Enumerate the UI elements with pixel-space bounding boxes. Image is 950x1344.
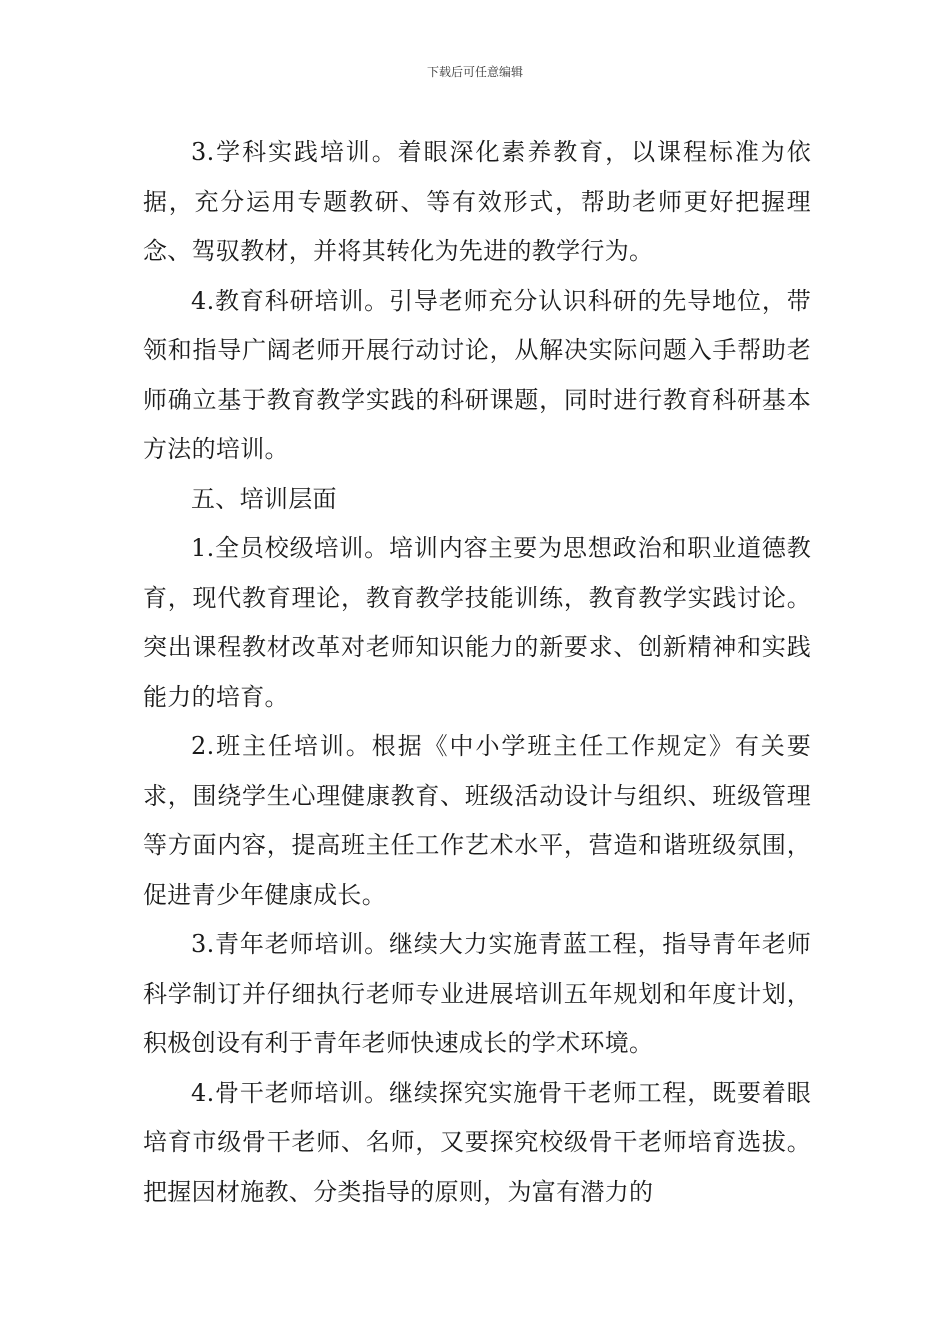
- paragraph-head-teacher-training: 2.班主任培训。根据《中小学班主任工作规定》有关要求，围绕学生心理健康教育、班级活动设计与组织、班级管理等方面内容，提高班主任工作艺术水平，营造和谐班级氛围，促进青少年健康成长。: [143, 732, 811, 909]
- paragraph-school-wide-training: 1.全员校级培训。培训内容主要为思想政治和职业道德教育，现代教育理论，教育教学技能训练，教育教学实践讨论。突出课程教材改革对老师知识能力的新要求、创新精神和实践能力的培育。: [143, 534, 811, 711]
- document-body: [143, 128, 811, 1217]
- page-header: 下载后可任意编辑: [426, 65, 523, 79]
- section-heading-training-levels: 五、培训层面: [191, 484, 337, 513]
- paragraph-key-teacher-training: 4.骨干老师培训。继续探究实施骨干老师工程，既要着眼培育市级骨干老师、名师，又要探究校级骨干老师培育选拔。把握因材施教、分类指导的原则，为富有潜力的: [143, 1078, 811, 1206]
- paragraph-young-teacher-training: 3.青年老师培训。继续大力实施青蓝工程，指导青年老师科学制订并仔细执行老师专业进展培训五年规划和年度计划，积极创设有利于青年老师快速成长的学术环境。: [143, 930, 811, 1057]
- paragraph-research-training: 4.教育科研培训。引导老师充分认识科研的先导地位，带领和指导广阔老师开展行动讨论，从解决实际问题入手帮助老师确立基于教育教学实践的科研课题，同时进行教育科研基本方法的培训。: [143, 286, 811, 463]
- paragraph-subject-practice-training: 3.学科实践培训。着眼深化素养教育，以课程标准为依据，充分运用专题教研、等有效形式，帮助老师更好把握理念、驾驭教材，并将其转化为先进的教学行为。: [143, 138, 811, 265]
